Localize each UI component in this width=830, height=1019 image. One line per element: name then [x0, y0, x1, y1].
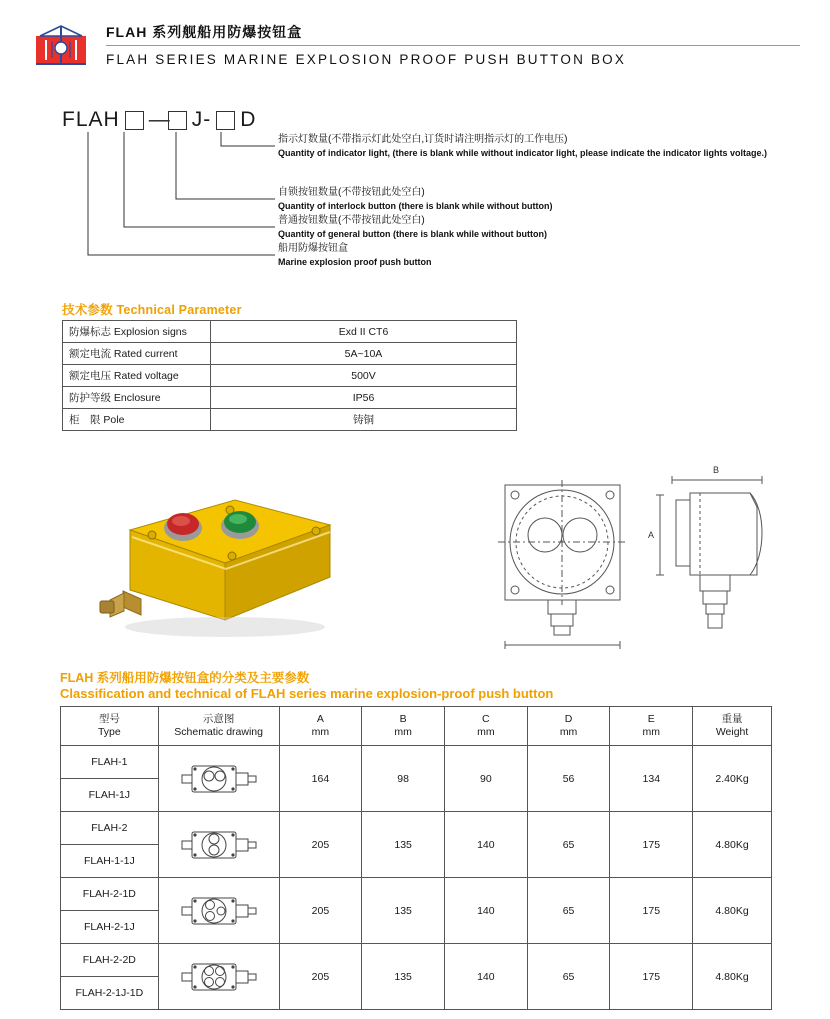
cell-d: 65 [527, 944, 610, 1010]
model-slot-general-button [125, 111, 144, 130]
cell-a: 205 [279, 812, 362, 878]
dimension-label-b: B [713, 465, 720, 475]
tech-label-cn: 额定电流 [69, 348, 111, 360]
dimension-label-a: A [648, 530, 655, 540]
tech-label-cn: 柜 限 [69, 414, 101, 426]
tech-label-cn: 额定电压 [69, 370, 111, 382]
tech-label-en: Pole [103, 414, 125, 426]
col-header-type-en: Type [97, 726, 121, 738]
col-header-schematic-en: Schematic drawing [174, 726, 263, 738]
col-header-a-en: mm [311, 726, 330, 738]
table-row [63, 343, 517, 365]
col-header-schematic [158, 707, 279, 746]
cell-a: 164 [279, 746, 362, 812]
col-header-weight [693, 707, 772, 746]
tech-parameter-table [62, 320, 517, 431]
tech-value-rated-current: 5A~10A [211, 343, 517, 365]
model-slot-interlock-button [168, 111, 187, 130]
table-row [61, 878, 772, 911]
note-marine-push-button [278, 243, 432, 268]
cell-b: 135 [362, 944, 445, 1010]
tech-label-rated-current [63, 343, 211, 365]
note-indicator-light-cn: 指示灯数量(不带指示灯此处空白,订货时请注明指示灯的工作电压) [278, 134, 568, 145]
model-j: J- [191, 108, 212, 131]
tech-label-rated-voltage [63, 365, 211, 387]
note-interlock-button-cn: 自锁按钮数量(不带按钮此处空白) [278, 187, 425, 198]
col-header-b [362, 707, 445, 746]
cell-weight: 4.80Kg [693, 944, 772, 1010]
header-title-en: FLAH SERIES MARINE EXPLOSION PROOF PUSH BUTTON BOX [106, 52, 627, 67]
col-header-a-cn: A [316, 713, 324, 725]
tech-value-rated-voltage: 500V [211, 365, 517, 387]
tech-label-en: Rated current [113, 348, 178, 360]
schematic-drawing-2 [158, 812, 279, 878]
table-row [61, 812, 772, 845]
cell-type: FLAH-1-1J [61, 845, 159, 878]
col-header-e [610, 707, 693, 746]
cell-type: FLAH-2 [61, 812, 159, 845]
schematic-drawing-3 [158, 878, 279, 944]
col-header-type-cn: 型号 [98, 713, 120, 725]
col-header-e-cn: E [647, 713, 655, 725]
note-interlock-button [278, 187, 553, 212]
table-row [61, 746, 772, 779]
note-general-button-en: Quantity of general button (there is blank while without button) [278, 228, 547, 239]
classification-table [60, 706, 772, 1010]
table-row [61, 944, 772, 977]
cell-d: 65 [527, 812, 610, 878]
note-interlock-button-en: Quantity of interlock button (there is blank while without button) [278, 200, 553, 211]
tech-label-cn: 防爆标志 [69, 326, 111, 338]
col-header-d [527, 707, 610, 746]
model-slot-indicator [216, 111, 235, 130]
model-prefix: FLAH [62, 108, 120, 131]
classification-heading-en: Classification and technical of FLAH series marine explosion-proof push button [60, 686, 554, 701]
technical-drawing-side-view [656, 476, 762, 628]
col-header-c-en: mm [477, 726, 495, 738]
tech-label-cn: 防护等级 [69, 392, 111, 404]
tech-value-pole: 铸铜 [211, 409, 517, 431]
col-header-type [61, 707, 159, 746]
col-header-weight-cn: 重量 [721, 713, 743, 725]
cell-e: 175 [610, 878, 693, 944]
cell-type: FLAH-1 [61, 746, 159, 779]
cell-a: 205 [279, 944, 362, 1010]
schematic-drawing-4 [158, 944, 279, 1010]
model-d: D [240, 108, 257, 131]
product-photo-push-button-box [100, 500, 330, 637]
cell-type: FLAH-2-1J [61, 911, 159, 944]
company-logo [30, 24, 92, 70]
table-row [63, 387, 517, 409]
table-row [63, 321, 517, 343]
classification-heading [60, 670, 800, 702]
tech-label-enclosure [63, 387, 211, 409]
cell-e: 175 [610, 812, 693, 878]
col-header-e-en: mm [642, 726, 661, 738]
table-header-row [61, 707, 772, 746]
cell-d: 65 [527, 878, 610, 944]
table-row [63, 409, 517, 431]
header-divider [106, 45, 800, 46]
col-header-d-cn: D [564, 713, 573, 725]
note-marine-push-button-cn: 船用防爆按钮盒 [278, 243, 348, 254]
cell-c: 140 [444, 878, 527, 944]
cell-d: 56 [527, 746, 610, 812]
col-header-c [444, 707, 527, 746]
product-illustrations [0, 455, 830, 660]
cell-b: 135 [362, 878, 445, 944]
cell-weight: 4.80Kg [693, 812, 772, 878]
note-indicator-light-en: Quantity of indicator light, (there is blank while without indicator light, please indicate the indicator lights voltage.) [278, 147, 768, 158]
col-header-weight-en: Weight [715, 726, 749, 738]
col-header-b-cn: B [399, 713, 407, 725]
header-title-cn: FLAH 系列舰船用防爆按钮盒 [106, 24, 303, 40]
tech-label-pole [63, 409, 211, 431]
cell-c: 90 [444, 746, 527, 812]
tech-label-explosion-signs [63, 321, 211, 343]
note-marine-push-button-en: Marine explosion proof push button [278, 256, 432, 267]
cell-e: 175 [610, 944, 693, 1010]
tech-label-en: Enclosure [113, 392, 161, 404]
table-row [63, 365, 517, 387]
technical-drawing-front-view [498, 480, 626, 649]
cell-type: FLAH-2-1J-1D [61, 977, 159, 1010]
cell-type: FLAH-1J [61, 779, 159, 812]
model-dash: — [148, 108, 171, 131]
cell-b: 135 [362, 812, 445, 878]
cell-c: 140 [444, 944, 527, 1010]
cell-a: 205 [279, 878, 362, 944]
col-header-b-en: mm [394, 726, 412, 738]
schematic-drawing-1 [158, 746, 279, 812]
tech-value-enclosure: IP56 [211, 387, 517, 409]
cell-type: FLAH-2-1D [61, 878, 159, 911]
col-header-schematic-cn: 示意图 [202, 713, 235, 725]
tech-parameter-heading: 技术参数 Technical Parameter [62, 303, 242, 317]
model-code-diagram [0, 100, 830, 290]
tech-label-en: Explosion signs [113, 326, 187, 338]
note-indicator-light [278, 134, 767, 159]
col-header-c-cn: C [482, 713, 490, 725]
cell-weight: 4.80Kg [693, 878, 772, 944]
classification-heading-cn: FLAH 系列船用防爆按钮盒的分类及主要参数 [60, 671, 310, 685]
tech-value-explosion-signs: Exd II CT6 [211, 321, 517, 343]
note-general-button [278, 215, 547, 240]
cell-type: FLAH-2-2D [61, 944, 159, 977]
cell-weight: 2.40Kg [693, 746, 772, 812]
col-header-d-en: mm [559, 726, 578, 738]
col-header-a [279, 707, 362, 746]
page-header [30, 22, 800, 78]
cell-b: 98 [362, 746, 445, 812]
cell-e: 134 [610, 746, 693, 812]
note-general-button-cn: 普通按钮数量(不带按钮此处空白) [278, 215, 425, 226]
tech-label-en: Rated voltage [113, 370, 179, 382]
cell-c: 140 [444, 812, 527, 878]
model-code-string [62, 108, 256, 132]
